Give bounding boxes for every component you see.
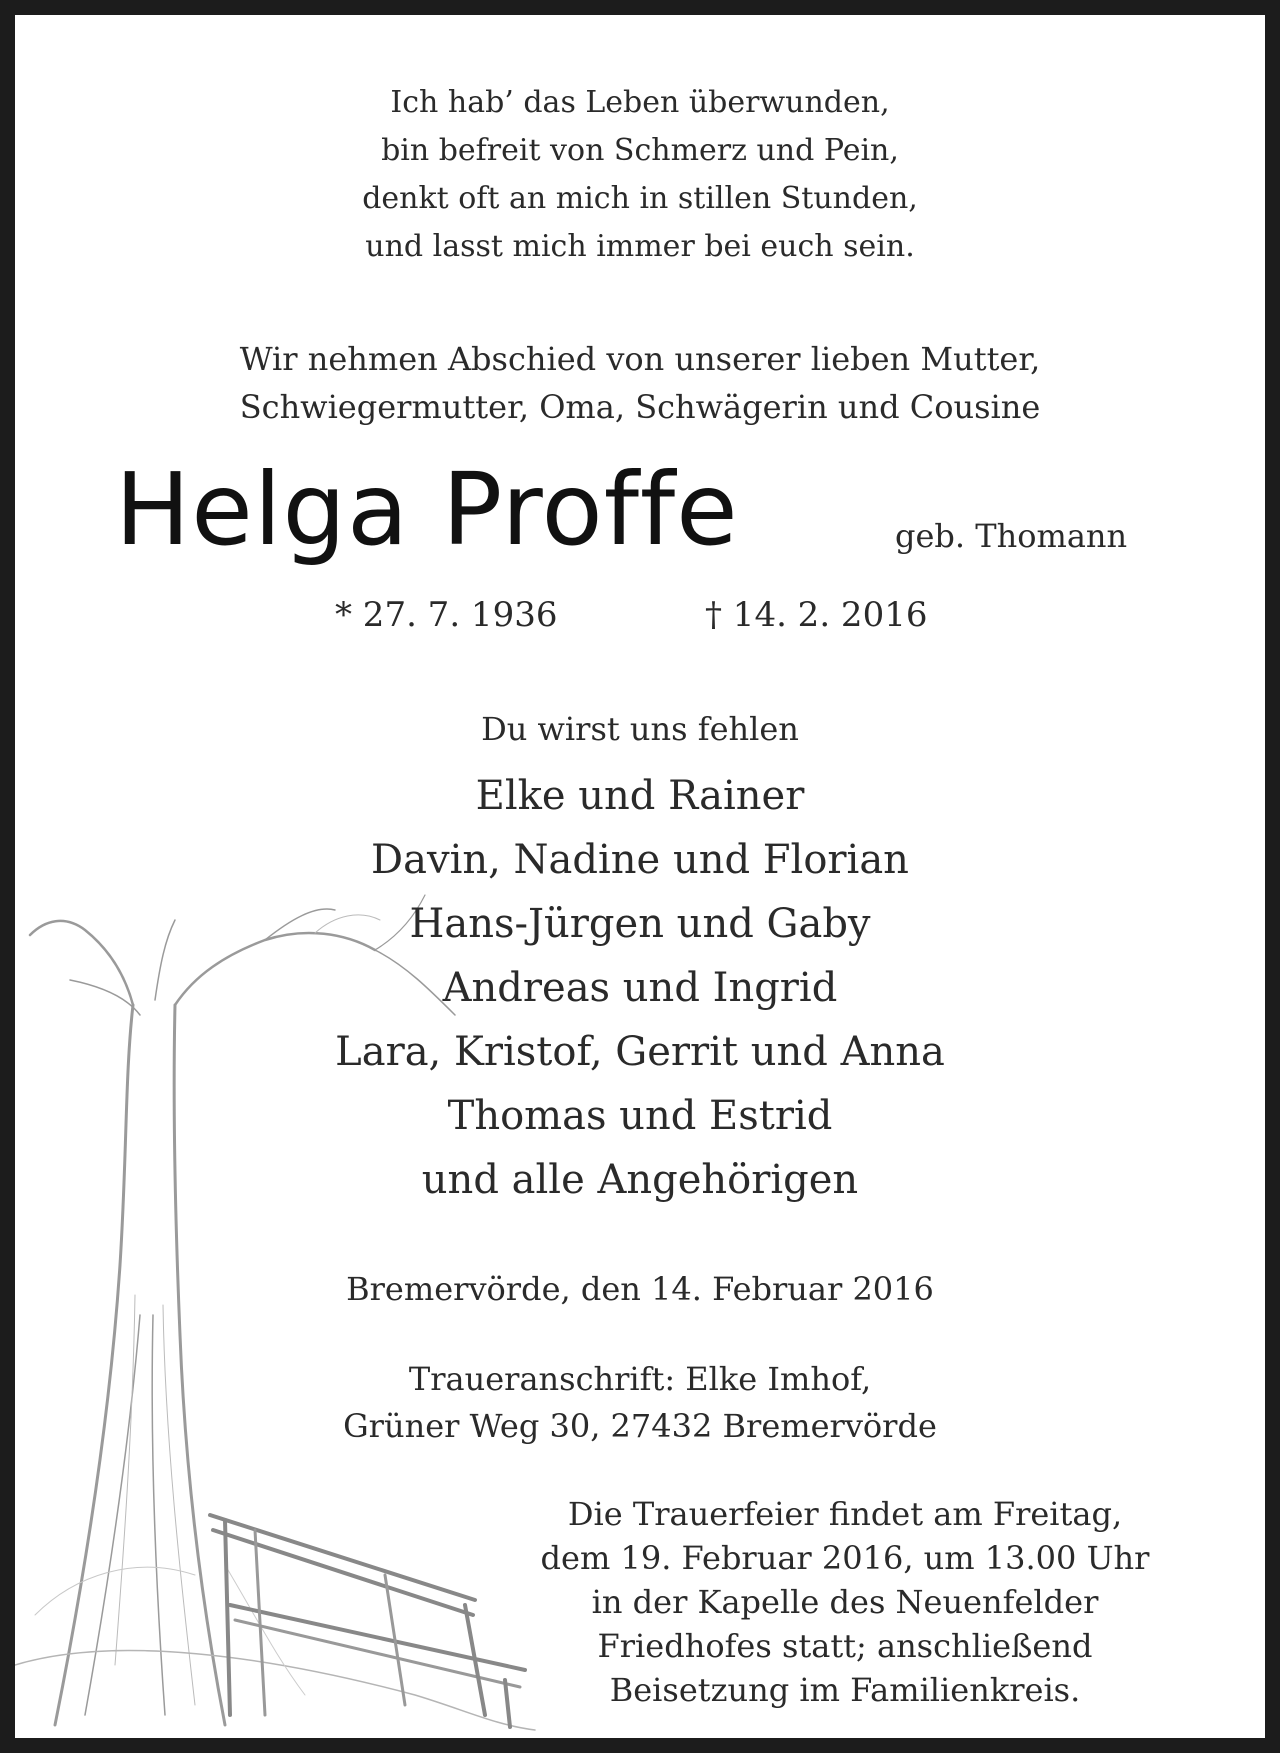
address-line-2: Grüner Weg 30, 27432 Bremervörde — [343, 1407, 937, 1445]
family-line-1: Elke und Rainer — [475, 773, 805, 819]
service-line-5: Beisetzung im Familienkreis. — [609, 1671, 1081, 1709]
family-line-7: und alle Angehörigen — [421, 1157, 859, 1203]
intro-line-1: Wir nehmen Abschied von unserer lieben Mutter, — [239, 340, 1041, 378]
family-line-2: Davin, Nadine und Florian — [371, 837, 909, 883]
verse-line-1: Ich hab’ das Leben überwunden, — [390, 85, 890, 120]
verse-line-2: bin befreit von Schmerz und Pein, — [381, 133, 899, 168]
verse-line-4: und lasst mich immer bei euch sein. — [365, 229, 915, 264]
service-line-1: Die Trauerfeier findet am Freitag, — [567, 1495, 1123, 1533]
family-line-6: Thomas und Estrid — [447, 1093, 833, 1139]
maiden-name: geb. Thomann — [895, 517, 1128, 555]
service-line-4: Friedhofes statt; anschließend — [597, 1627, 1093, 1665]
family-line-3: Hans-Jürgen und Gaby — [409, 901, 871, 947]
family-line-5: Lara, Kristof, Gerrit und Anna — [335, 1029, 945, 1075]
deceased-name: Helga Proffe — [115, 451, 739, 568]
death-date: † 14. 2. 2016 — [705, 595, 928, 635]
place-date: Bremervörde, den 14. Februar 2016 — [346, 1270, 934, 1308]
intro-line-2: Schwiegermutter, Oma, Schwägerin und Cousine — [239, 388, 1041, 426]
verse-line-3: denkt oft an mich in stillen Stunden, — [362, 181, 918, 216]
address-line-1: Traueranschrift: Elke Imhof, — [408, 1360, 872, 1398]
birth-date: * 27. 7. 1936 — [335, 595, 558, 635]
service-line-2: dem 19. Februar 2016, um 13.00 Uhr — [540, 1539, 1150, 1577]
service-line-3: in der Kapelle des Neuenfelder — [591, 1583, 1099, 1621]
family-line-4: Andreas und Ingrid — [442, 965, 838, 1011]
miss-line: Du wirst uns fehlen — [481, 710, 799, 748]
